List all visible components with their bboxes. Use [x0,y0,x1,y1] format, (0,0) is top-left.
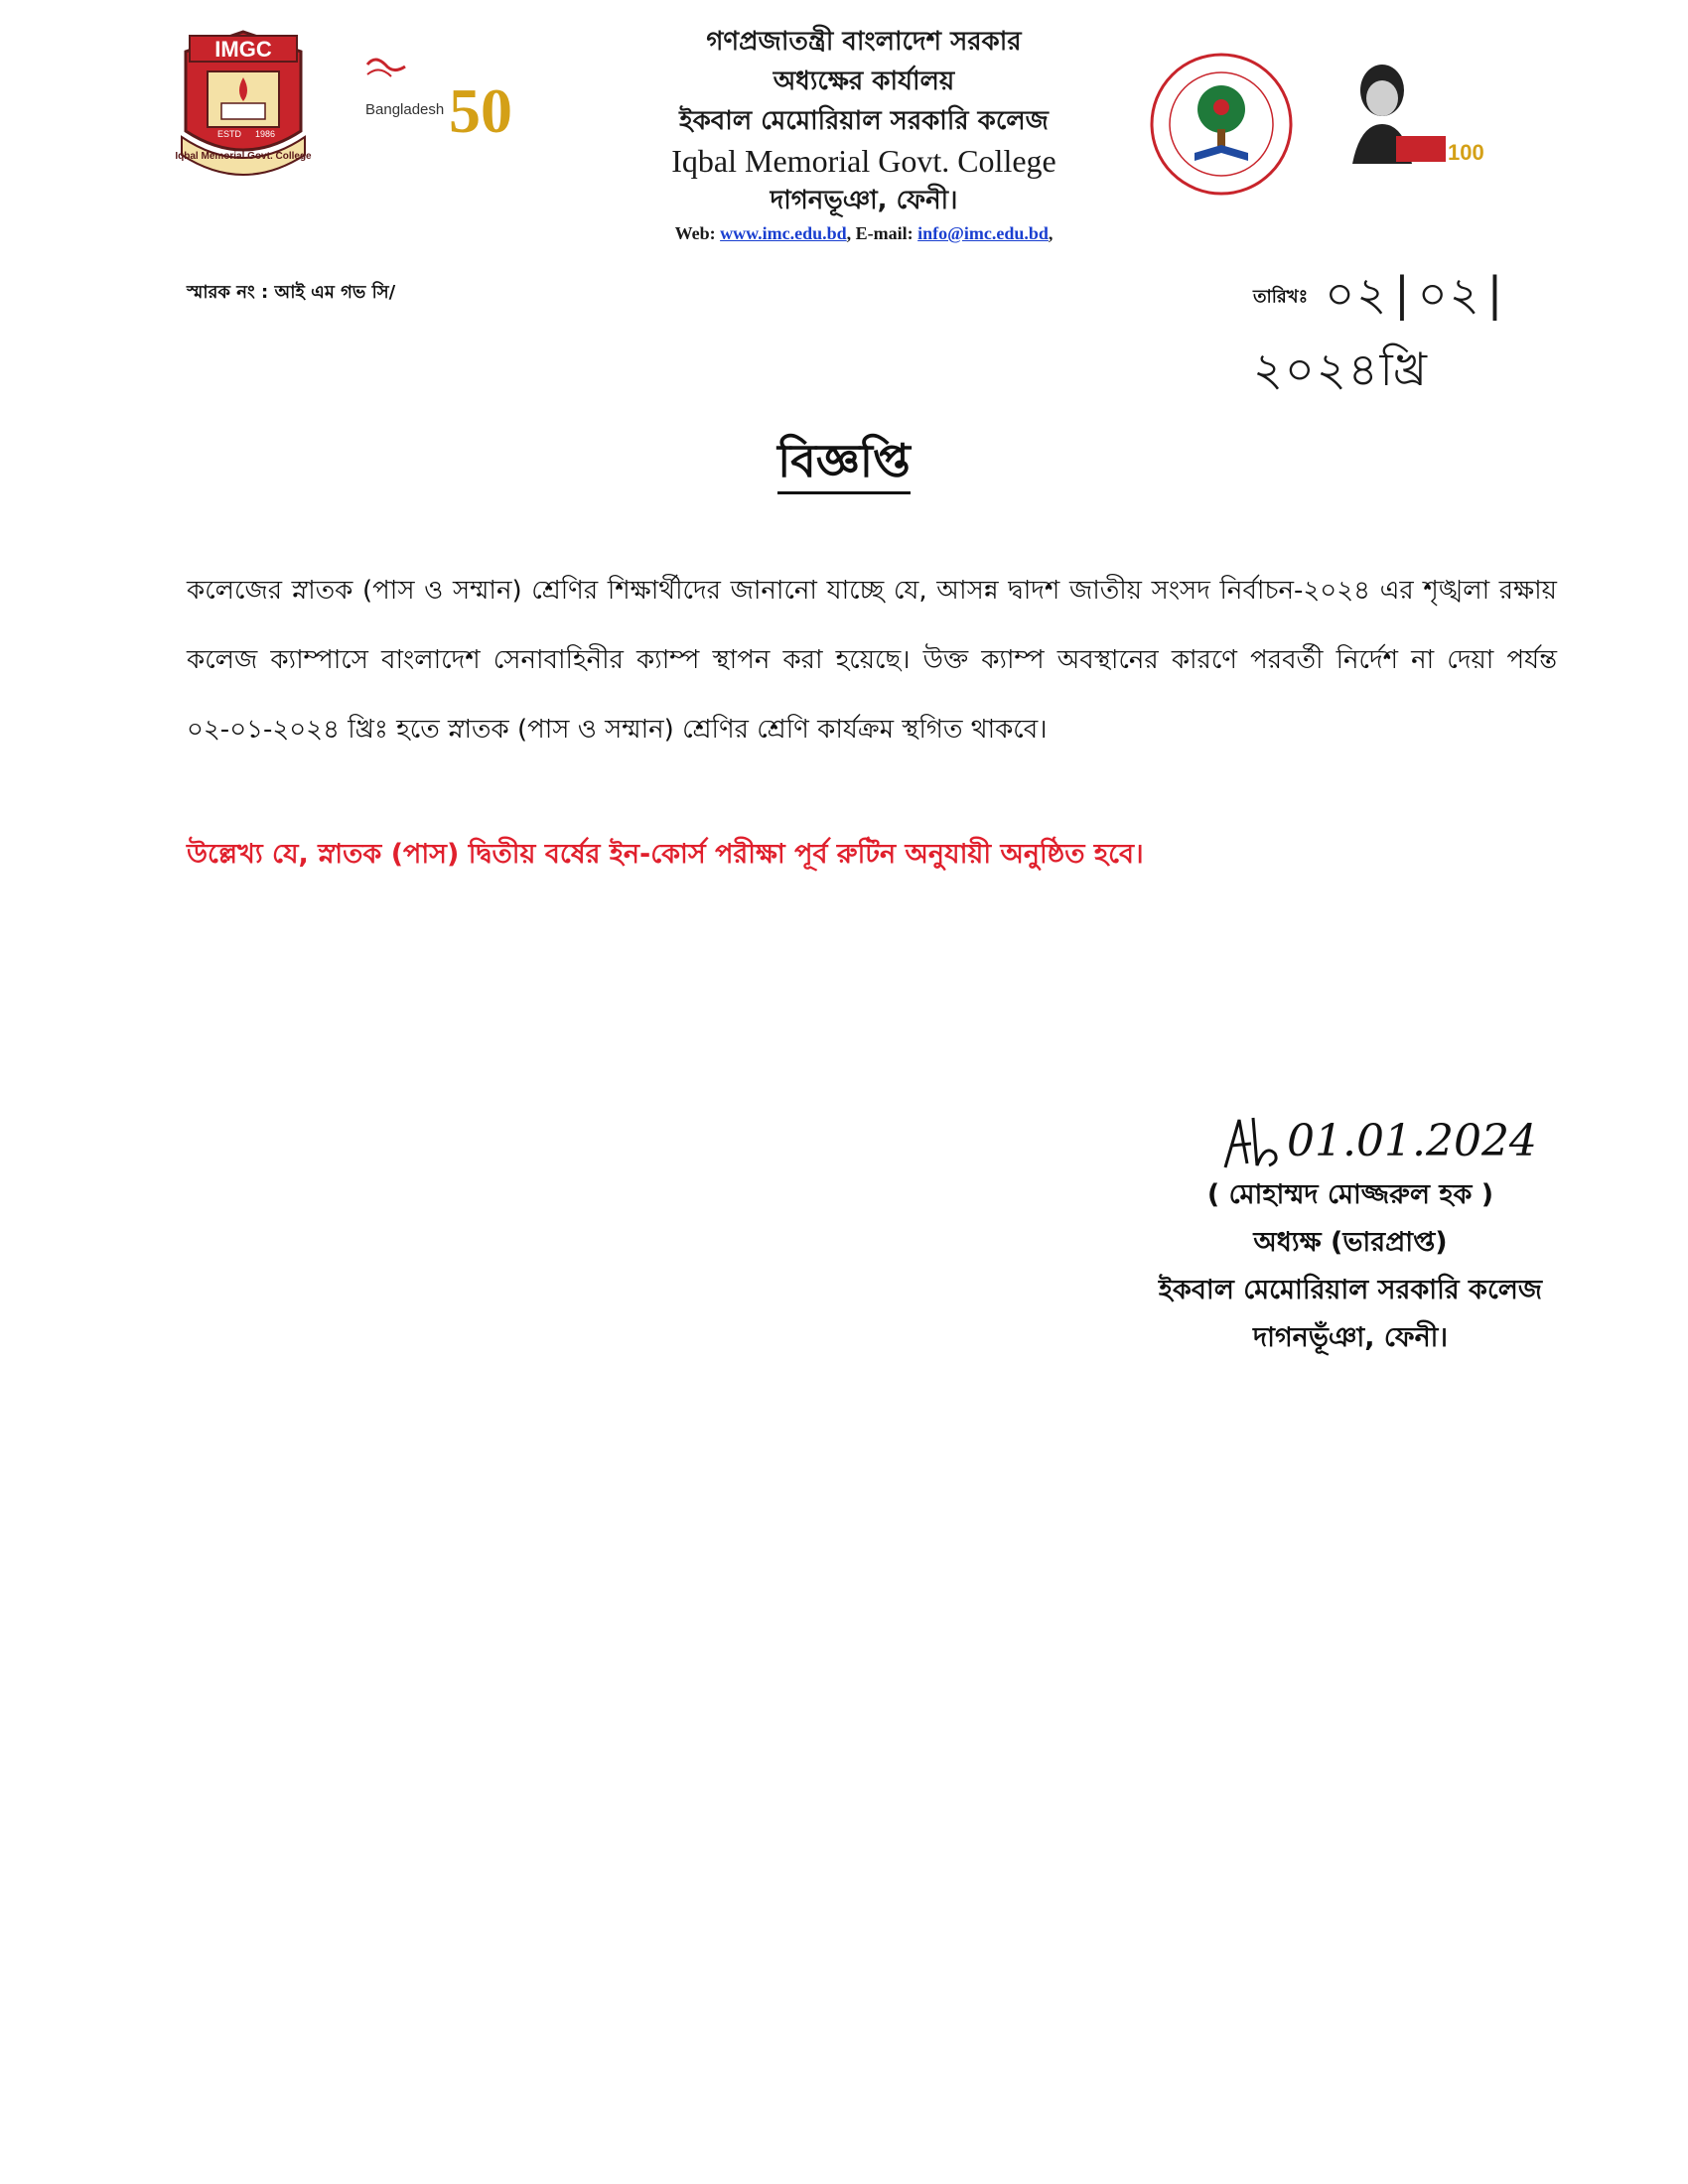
website-link[interactable]: www.imc.edu.bd [720,223,847,243]
email-link[interactable]: info@imc.edu.bd [917,223,1049,243]
signature-scribble-icon [1217,1114,1287,1171]
golden-jubilee-number: 50 [449,75,512,146]
header-government: গণপ্রজাতন্ত্রী বাংলাদেশ সরকার [706,27,1022,57]
notice-note: উল্লেখ্য যে, স্নাতক (পাস) দ্বিতীয় বর্ষের ইন-কোর্স পরীক্ষা পূর্ব রুটিন অনুযায়ী অনুষ্ঠিত হবে। [187,839,1144,870]
signatory-designation: অধ্যক্ষ (ভারপ্রাপ্ত) [1253,1227,1448,1258]
college-ribbon: Iqbal Memorial Govt. College [175,151,312,162]
signatory-location: দাগনভূঁঞা, ফেনী। [1252,1322,1449,1353]
signatory-name: ( মোহাম্মদ মোজ্জরুল হক ) [1206,1179,1494,1210]
header-college-en: Iqbal Memorial Govt. College [671,143,1056,179]
header-contact: Web: www.imc.edu.bd, E-mail: info@imc.edu.bd, [674,223,1054,243]
notice-body: কলেজের স্নাতক (পাস ও সম্মান) শ্রেণির শিক্ষার্থীদের জানানো যাচ্ছে যে, আসন্ন দ্বাদশ জাতীয় সংসদ নির্বাচন-২০২৪ এর শৃঙ্খলা রক্ষায় কলেজ ক্যাম্পাসে বাংলাদেশ সেনাবাহিনীর ক্যাম্প স্থাপন করা হয়েছে। উক্ত ক্যাম্প অবস্থানের কারণে পরবর্তী নির্দেশ না দেয়া পর্যন্ত ০২-০১-২০২৪ খ্রিঃ হতে স্নাতক (পাস ও সম্মান) শ্রেণির শ্রেণি কার্যক্রম স্থগিত থাকবে। [187,576,1557,745]
header-location: দাগনভূঞা, ফেনী। [770,186,958,215]
golden-jubilee-logo [357,45,512,154]
date-label: তারিখঃ [1253,286,1309,308]
signature-date: 01.01.2024 [1287,1116,1537,1166]
date-row [1253,260,1650,411]
signature [1122,1112,1579,1171]
education-seal-logo [1147,50,1296,199]
golden-jubilee-text: Bangladesh [365,101,445,118]
mujib-100-logo [1331,55,1484,174]
svg-text:1986: 1986 [255,129,276,139]
header-college-bn: ইকবাল মেমোরিয়াল সরকারি কলেজ [679,106,1049,136]
mujib-100-number: 100 [1448,140,1484,165]
signatory-institution: ইকবাল মেমোরিয়াল সরকারি কলেজ [1158,1275,1543,1305]
memo-number: স্মারক নং : আই এম গভ সি/ [187,282,396,303]
signature-block [1122,1112,1579,1362]
letterhead [516,22,1211,246]
college-abbr: IMGC [214,37,272,62]
handwritten-date: ০২|০২|২০২৪খ্রি [1253,267,1511,396]
notice-title: বিজ্ঞপ্তি [0,427,1688,502]
college-logo [174,20,313,179]
svg-text:ESTD: ESTD [217,129,242,139]
header-office: অধ্যক্ষের কার্যালয় [773,67,955,96]
